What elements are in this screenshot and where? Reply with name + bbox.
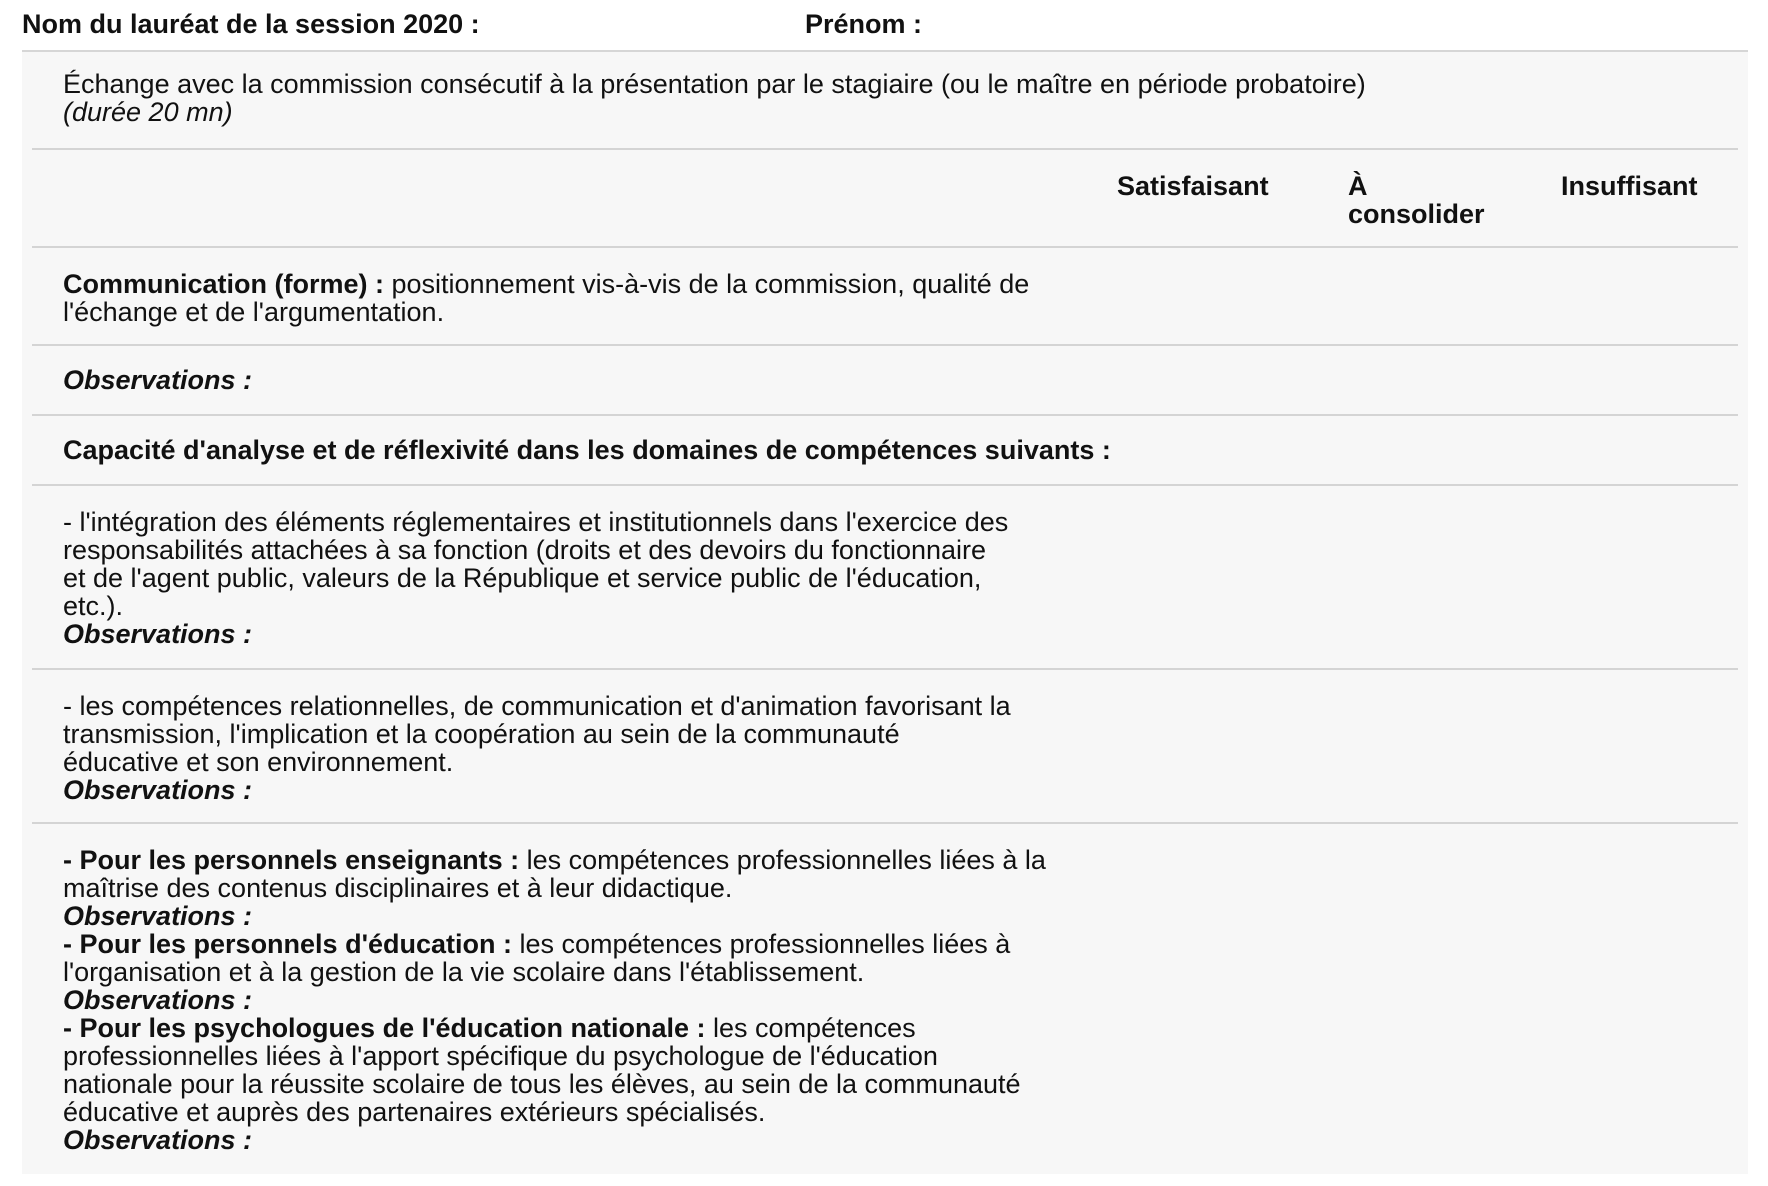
professionnelles-text xyxy=(63,846,1063,1154)
enseignants-desc-1: les compétences professionnelles liées à la xyxy=(519,845,1046,875)
integration-line: et de l'agent public, valeurs de la République et service public de l'éducation, xyxy=(63,563,982,593)
professionnelles-row xyxy=(32,824,1738,1164)
integration-text xyxy=(63,508,1063,648)
observations-label: Observations : xyxy=(63,619,253,649)
relationnelles-line: - les compétences relationnelles, de communication et d'animation favorisant la xyxy=(63,691,1011,721)
integration-row xyxy=(32,486,1738,670)
intro-line: Échange avec la commission consécutif à la présentation par le stagiaire (ou le maître en période probatoire) xyxy=(63,69,1366,99)
column-header-row xyxy=(32,150,1738,248)
col-a-consolider-line1: À xyxy=(1348,171,1368,201)
communication-title: Communication (forme) : xyxy=(63,269,384,299)
col-a-consolider-line2: consolider xyxy=(1348,199,1485,229)
intro-duration: (durée 20 mn) xyxy=(63,97,233,127)
prenom-label: Prénom : xyxy=(805,9,923,39)
col-satisfaisant: Satisfaisant xyxy=(1117,171,1269,201)
form-header xyxy=(22,10,1742,50)
integration-line: responsabilités attachées à sa fonction (droits et des devoirs du fonctionnaire xyxy=(63,535,987,565)
psychologues-desc-4: éducative et auprès des partenaires extérieurs spécialisés. xyxy=(63,1097,766,1127)
enseignants-title: - Pour les personnels enseignants : xyxy=(63,845,520,875)
intro-text xyxy=(63,70,1563,126)
education-desc-1: les compétences professionnelles liées à xyxy=(512,929,1011,959)
observations-label: Observations : xyxy=(63,901,253,931)
relationnelles-line: transmission, l'implication et la coopération au sein de la communauté xyxy=(63,719,900,749)
observations-label: Observations : xyxy=(63,365,253,395)
education-title: - Pour les personnels d'éducation : xyxy=(63,929,512,959)
enseignants-desc-2: maîtrise des contenus disciplinaires et à leur didactique. xyxy=(63,873,733,903)
integration-line: - l'intégration des éléments réglementaires et institutionnels dans l'exercice des xyxy=(63,507,1009,537)
intro-row xyxy=(32,52,1738,150)
communication-row xyxy=(32,248,1738,346)
education-desc-2: l'organisation et à la gestion de la vie scolaire dans l'établissement. xyxy=(63,957,865,987)
communication-desc-1: positionnement vis-à-vis de la commission, qualité de xyxy=(384,269,1030,299)
capacite-row xyxy=(32,416,1738,486)
communication-text xyxy=(63,270,1063,326)
evaluation-table xyxy=(22,50,1748,1174)
observations-label: Observations : xyxy=(63,775,253,805)
integration-line: etc.). xyxy=(63,591,124,621)
communication-desc-2: l'échange et de l'argumentation. xyxy=(63,297,445,327)
observations-label: Observations : xyxy=(63,985,253,1015)
capacite-title: Capacité d'analyse et de réflexivité dans les domaines de compétences suivants : xyxy=(63,435,1111,465)
psychologues-desc-3: nationale pour la réussite scolaire de tous les élèves, au sein de la communauté xyxy=(63,1069,1021,1099)
relationnelles-row xyxy=(32,670,1738,824)
nom-label: Nom du lauréat de la session 2020 : xyxy=(22,9,480,39)
relationnelles-text xyxy=(63,692,1063,804)
psychologues-desc-2: professionnelles liées à l'apport spécifique du psychologue de l'éducation xyxy=(63,1041,938,1071)
observations-row xyxy=(32,346,1738,416)
psychologues-title: - Pour les psychologues de l'éducation nationale : xyxy=(63,1013,706,1043)
observations-label: Observations : xyxy=(63,1125,253,1155)
relationnelles-line: éducative et son environnement. xyxy=(63,747,454,777)
col-insuffisant: Insuffisant xyxy=(1561,171,1698,201)
psychologues-desc-1: les compétences xyxy=(705,1013,916,1043)
col-a-consolider xyxy=(1348,172,1485,228)
